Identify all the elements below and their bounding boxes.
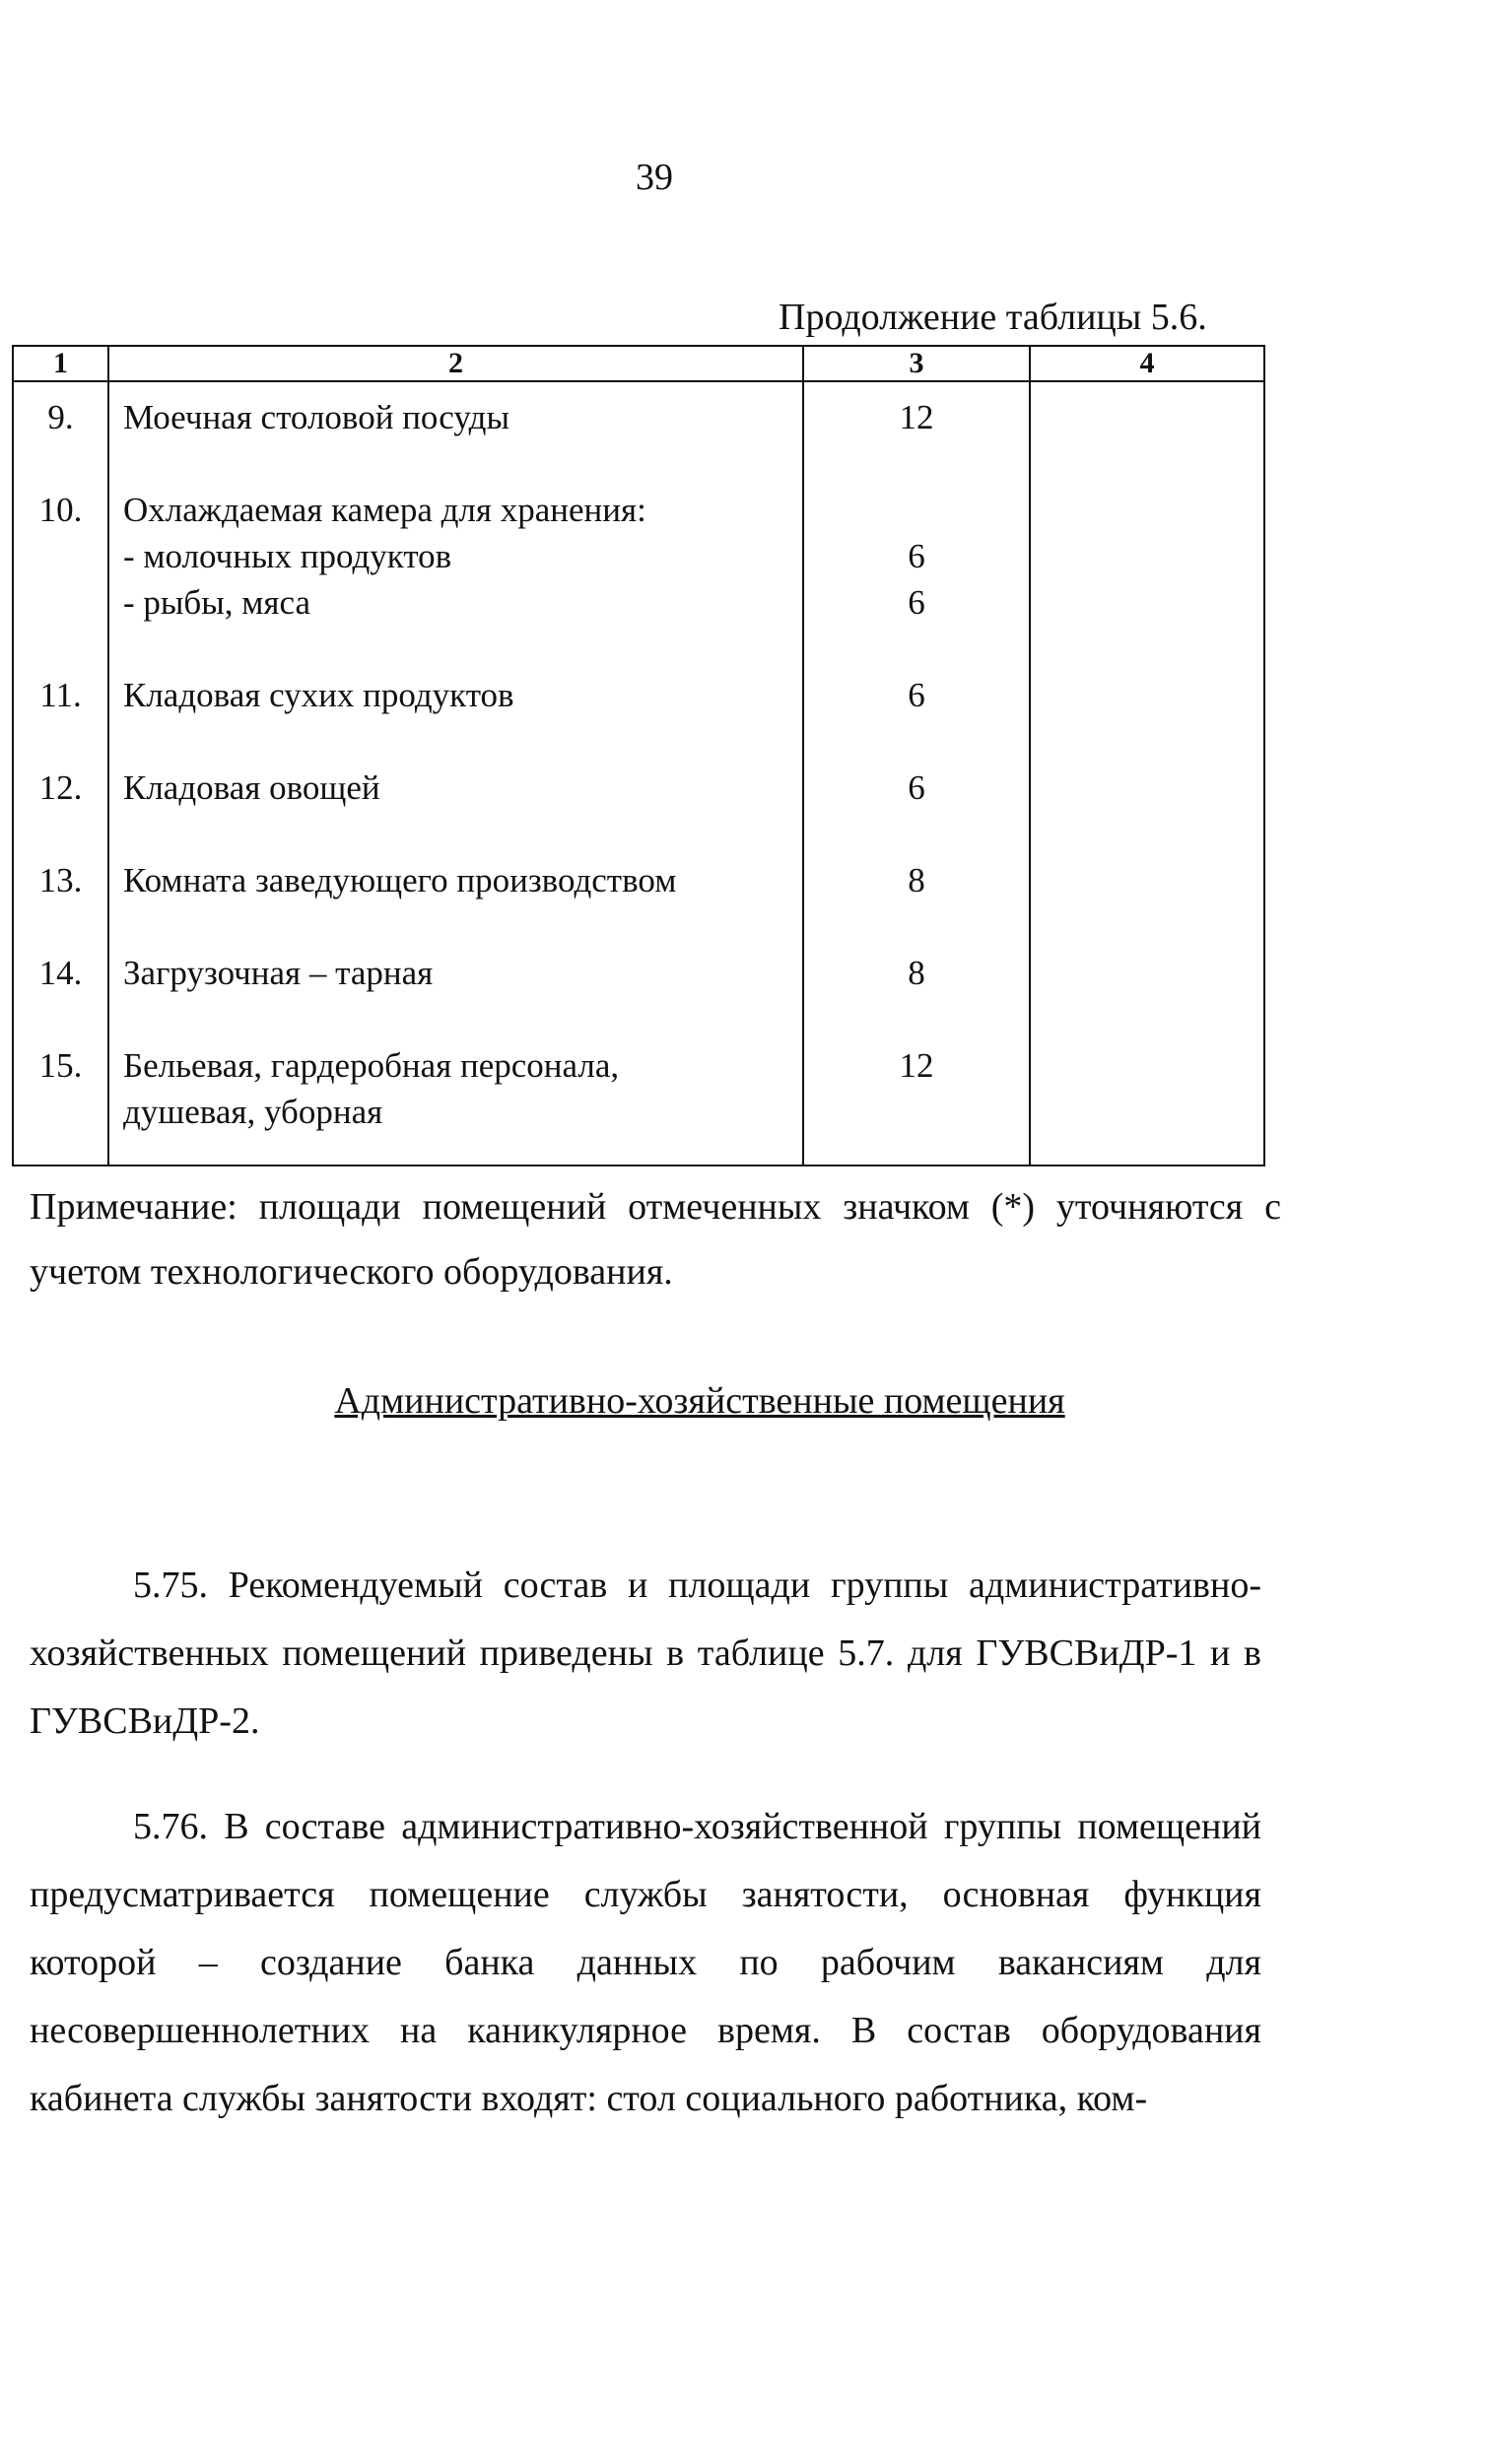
room-area (803, 1032, 1030, 1165)
room-area-value: 8 (908, 861, 925, 899)
room-area (803, 755, 1030, 847)
table-row (13, 381, 1264, 477)
header-col-3: 3 (803, 346, 1030, 381)
table-caption: Продолжение таблицы 5.6. (779, 297, 1207, 338)
room-area (803, 662, 1030, 755)
room-name-line: Кладовая сухих продуктов (123, 676, 514, 714)
room-area-value: 6 (908, 768, 925, 807)
room-name (108, 1032, 803, 1165)
row-number: 9. (13, 381, 108, 477)
room-area-value (804, 487, 1029, 533)
room-area-value: 6 (908, 676, 925, 714)
table-header-row (13, 346, 1264, 381)
header-col-4: 4 (1030, 346, 1264, 381)
room-name-line: Моечная столовой посуды (123, 398, 509, 436)
room-area-value: 8 (908, 954, 925, 992)
room-name (108, 477, 803, 662)
table-row (13, 847, 1264, 940)
room-name-line: - рыбы, мяса (123, 583, 310, 622)
table-row (13, 940, 1264, 1032)
row-number: 13. (13, 847, 108, 940)
row-number: 15. (13, 1032, 108, 1165)
section-title: Административно-хозяйственные помещения (334, 1380, 1065, 1422)
col4-cell (1030, 940, 1264, 1032)
room-area (803, 381, 1030, 477)
col4-cell (1030, 662, 1264, 755)
row-number: 10. (13, 477, 108, 662)
room-name-line: Комната заведующего производством (123, 861, 677, 899)
col4-cell (1030, 847, 1264, 940)
row-number: 11. (13, 662, 108, 755)
room-area-value: 6 (908, 537, 925, 575)
room-name (108, 755, 803, 847)
room-name-line: Кладовая овощей (123, 768, 380, 807)
row-number: 14. (13, 940, 108, 1032)
rooms-table (12, 345, 1265, 1166)
room-area (803, 940, 1030, 1032)
paragraph-5-76: 5.76. В составе административно-хозяйственной группы помещений предусматривается помещение службы занятости, основная функция которой – создание банка данных по рабочим вакансиям для несовершеннолетних на каникулярное время. В состав оборудования кабинета службы занятости входят: стол социального работника, ком- (30, 1806, 1261, 2119)
table-row (13, 662, 1264, 755)
room-area (803, 477, 1030, 662)
room-name-line: душевая, уборная (123, 1093, 383, 1131)
table-row (13, 477, 1264, 662)
col4-cell (1030, 755, 1264, 847)
header-col-1: 1 (13, 346, 108, 381)
room-name (108, 662, 803, 755)
room-name (108, 940, 803, 1032)
table-row (13, 1032, 1264, 1165)
col4-cell (1030, 1032, 1264, 1165)
room-area-value: 12 (899, 1046, 934, 1085)
row-number: 12. (13, 755, 108, 847)
room-name-line: Охлаждаемая камера для хранения: (123, 491, 646, 529)
room-name-line: Бельевая, гардеробная персонала, (123, 1046, 620, 1085)
room-name-line: Загрузочная – тарная (123, 954, 434, 992)
paragraph-5-75: 5.75. Рекомендуемый состав и площади группы административно-хозяйственных помещений приведены в таблице 5.7. для ГУВСВиДР-1 и в ГУВСВиДР-2. (30, 1565, 1261, 1742)
header-col-2: 2 (108, 346, 803, 381)
table-row (13, 755, 1264, 847)
room-area (803, 847, 1030, 940)
room-area-value: 12 (899, 398, 934, 436)
room-area-value: 6 (908, 583, 925, 622)
page-number: 39 (636, 157, 673, 198)
room-name-line: - молочных продуктов (123, 537, 452, 575)
col4-cell (1030, 477, 1264, 662)
room-name (108, 847, 803, 940)
table-note: Примечание: площади помещений отмеченных значком (*) уточняются с учетом технологического оборудования. (30, 1186, 1281, 1293)
room-name (108, 381, 803, 477)
col4-cell (1030, 381, 1264, 477)
